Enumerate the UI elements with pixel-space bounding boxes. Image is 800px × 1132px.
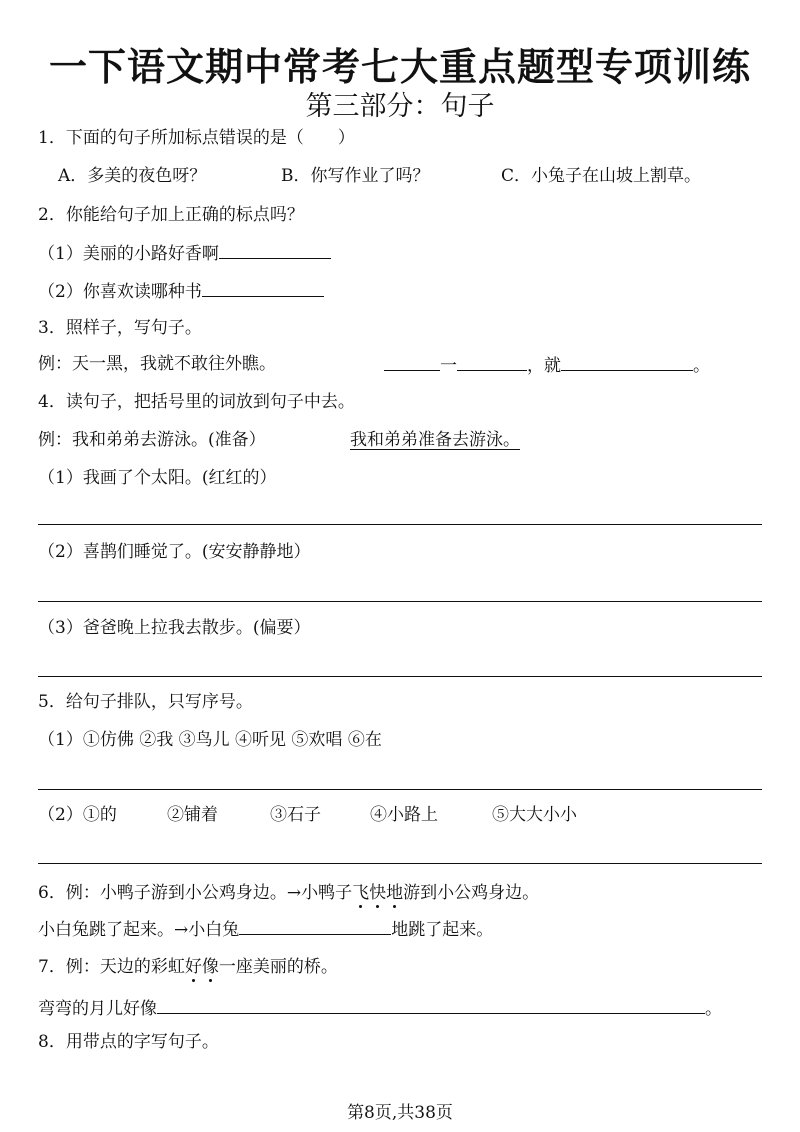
q5-s2-word-1: （2）①的	[38, 805, 117, 825]
q6-question	[38, 916, 493, 942]
q4-example: 例：我和弟弟去游泳。(准备）	[38, 430, 266, 450]
q3-blank-1[interactable]	[384, 352, 440, 371]
q4-sentence-1: （1）我画了个太阳。(红红的）	[38, 468, 277, 488]
q4-example-answer: 我和弟弟准备去游泳。	[350, 430, 520, 450]
q7-question	[38, 995, 722, 1021]
q4-answer-line-3[interactable]	[38, 676, 762, 677]
q3-end: 。	[693, 356, 710, 376]
q6-example-part-1: 6．例：小鸭子游到小公鸡身边。	[38, 883, 287, 903]
page-number: 第8页,共38页	[347, 1103, 453, 1123]
q5-s2-word-5: ⑤大大小小	[492, 805, 577, 825]
q3-comma: ，就	[527, 356, 561, 376]
q5-s2-word-3: ③石子	[270, 805, 321, 825]
q1-option-b: B．你写作业了吗？	[281, 166, 430, 186]
q4-answer-line-1[interactable]	[38, 524, 762, 525]
q7-dotted-char-2: 像	[201, 957, 219, 977]
q5-answer-line-2[interactable]	[38, 863, 762, 864]
q1-option-a: A．多美的夜色呀？	[58, 166, 207, 186]
q7-example	[38, 955, 338, 979]
q5-sentence-1: （1）①仿佛 ②我 ③鸟儿 ④听见 ⑤欢唱 ⑥在	[38, 730, 382, 750]
q4-sentence-3: （3）爸爸晚上拉我去散步。(偏要）	[38, 618, 311, 638]
q2-sentence-2	[38, 278, 324, 304]
q6-question-part-1: 小白兔跳了起来。	[38, 920, 174, 940]
q8-stem: 8．用带点的字写句子。	[38, 1032, 219, 1052]
q5-answer-line-1[interactable]	[38, 789, 762, 790]
q7-example-part-2: 一座美丽的桥。	[218, 957, 338, 977]
q2-sentence-1-text: （1）美丽的小路好香啊	[38, 244, 219, 264]
q2-stem: 2．你能给句子加上正确的标点吗？	[38, 205, 304, 225]
q6-example	[38, 881, 539, 905]
q2-blank-2[interactable]	[202, 278, 324, 297]
q2-blank-1[interactable]	[219, 240, 331, 259]
q2-sentence-2-text: （2）你喜欢读哪种书	[38, 282, 202, 302]
q7-blank[interactable]	[157, 995, 705, 1014]
section-subtitle: 第三部分：句子	[305, 91, 495, 122]
q4-sentence-2: （2）喜鹊们睡觉了。(安安静静地）	[38, 542, 311, 562]
q3-stem: 3．照样子，写句子。	[38, 318, 202, 338]
page-title: 一下语文期中常考七大重点题型专项训练	[48, 44, 751, 89]
q5-s2-word-2: ②铺着	[167, 805, 218, 825]
q6-question-part-3: 地跳了起来。	[391, 920, 494, 940]
q7-dotted-char-1: 好	[184, 957, 202, 977]
q6-blank[interactable]	[239, 916, 391, 935]
q7-example-part-1: 7．例：天边的彩虹	[38, 957, 185, 977]
q1-stem: 1．下面的句子所加标点错误的是（ ）	[38, 128, 355, 148]
q4-answer-line-2[interactable]	[38, 601, 762, 602]
q3-answer-row	[384, 352, 710, 378]
q3-blank-3[interactable]	[561, 352, 693, 371]
q6-dotted-char-3: 地	[386, 883, 404, 903]
q5-s2-word-4: ④小路上	[370, 805, 438, 825]
q6-example-part-2: 小鸭子	[301, 883, 353, 903]
q1-option-c: C．小兔子在山坡上割草。	[501, 166, 702, 186]
arrow-icon: →	[174, 920, 189, 940]
arrow-icon: →	[286, 883, 302, 903]
q3-mid: 一	[440, 356, 457, 376]
q6-dotted-char-2: 快	[369, 883, 387, 903]
q6-question-part-2: 小白兔	[188, 920, 240, 940]
q7-question-part-1: 弯弯的月儿好像	[38, 999, 157, 1019]
q5-stem: 5．给句子排队，只写序号。	[38, 692, 253, 712]
q2-sentence-1	[38, 240, 331, 266]
q7-question-end: 。	[705, 999, 722, 1019]
q3-example: 例：天一黑，我就不敢往外瞧。	[38, 354, 276, 374]
q3-blank-2[interactable]	[457, 352, 527, 371]
q4-stem: 4．读句子，把括号里的词放到句子中去。	[38, 392, 355, 412]
q6-dotted-char-1: 飞	[352, 883, 370, 903]
q6-example-part-3: 游到小公鸡身边。	[403, 883, 540, 903]
